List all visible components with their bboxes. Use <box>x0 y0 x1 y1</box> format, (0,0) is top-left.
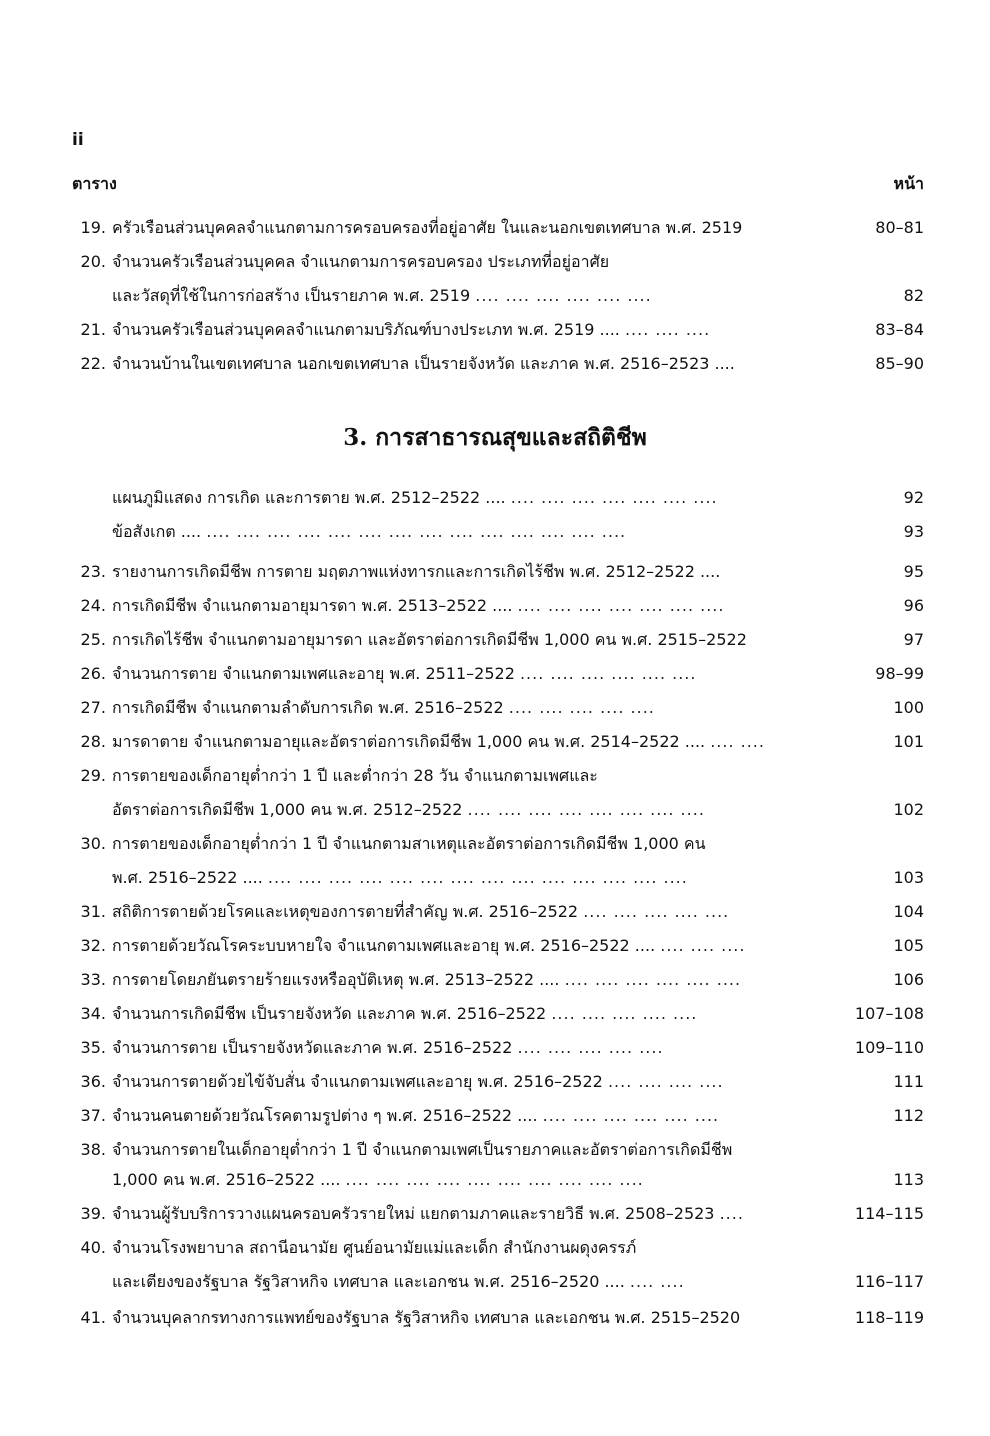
entry-number: 39. <box>80 1204 106 1223</box>
leader-dots: .... .... .... .... .... .... .... .... .... .... .... .... .... .... <box>267 868 688 887</box>
leader-dots: .... .... .... .... .... <box>517 1038 664 1057</box>
entry-title: การตายโดยภยันตรายร้ายแรงหรืออุบัติเหตุ พ.ศ. 2513–2522 .... .... .... .... .... .... .... <box>112 970 742 989</box>
entry-page: 96 <box>903 596 924 615</box>
entry-page: 97 <box>903 630 924 649</box>
entry-number: 37. <box>80 1106 106 1125</box>
entry-title: จำนวนครัวเรือนส่วนบุคคล จำแนกตามการครอบครอง ประเภทที่อยู่อาศัย <box>112 252 610 271</box>
entry-page: 112 <box>893 1106 924 1125</box>
entry-page: 82 <box>903 286 924 305</box>
entry-number: 19. <box>80 218 106 237</box>
entry-page: 103 <box>893 868 924 887</box>
entry-title: รายงานการเกิดมีชีพ การตาย มฤตภาพแห่งทารกและการเกิดไร้ชีพ พ.ศ. 2512–2522 .... <box>112 562 721 581</box>
entry-page: 93 <box>903 522 924 541</box>
toc-entry <box>72 516 924 548</box>
entry-title: การตายของเด็กอายุต่ำกว่า 1 ปี และต่ำกว่า 28 วัน จำแนกตามเพศและ <box>112 766 598 785</box>
section-title: 3. การสาธารณสุขและสถิติชีพ <box>343 424 647 451</box>
leader-dots: .... .... .... .... .... .... .... <box>510 488 718 507</box>
entry-number: 28. <box>80 732 106 751</box>
entry-number: 41. <box>80 1308 106 1327</box>
leader-dots: .... <box>719 1204 744 1223</box>
toc-entry <box>72 658 924 690</box>
leader-dots: .... .... <box>710 732 765 751</box>
page-column-header: หน้า <box>893 174 924 193</box>
leader-dots: .... .... <box>629 1272 685 1291</box>
toc-entry <box>72 726 924 758</box>
leader-dots: .... .... .... .... .... <box>551 1004 698 1023</box>
toc-entry <box>72 862 924 894</box>
leader-dots: .... .... .... .... <box>607 1072 724 1091</box>
entry-number: 38. <box>80 1140 106 1159</box>
entry-number: 32. <box>80 936 106 955</box>
entry-number: 31. <box>80 902 106 921</box>
entry-title: การเกิดไร้ชีพ จำแนกตามอายุมารดา และอัตราต่อการเกิดมีชีพ 1,000 คน พ.ศ. 2515–2522 <box>112 630 747 649</box>
entry-title: 1,000 คน พ.ศ. 2516–2522 .... .... .... .... .... .... .... .... .... .... .... <box>112 1170 644 1189</box>
entry-title: จำนวนบุคลากรทางการแพทย์ของรัฐบาล รัฐวิสาหกิจ เทศบาล และเอกชน พ.ศ. 2515–2520 <box>112 1308 741 1327</box>
toc-entry <box>72 1134 924 1166</box>
toc-entry <box>72 828 924 860</box>
entry-number: 40. <box>80 1238 106 1257</box>
toc-entry <box>72 1032 924 1064</box>
toc-entry <box>72 482 924 514</box>
toc-entry <box>72 1066 924 1098</box>
leader-dots: .... .... .... .... .... .... .... <box>517 596 725 615</box>
entry-page: 85–90 <box>875 354 924 373</box>
entry-title: และเตียงของรัฐบาล รัฐวิสาหกิจ เทศบาล และเอกชน พ.ศ. 2516–2520 .... .... .... <box>112 1272 685 1291</box>
entry-title: จำนวนบ้านในเขตเทศบาล นอกเขตเทศบาล เป็นรายจังหวัด และภาค พ.ศ. 2516–2523 .... <box>112 354 735 373</box>
entry-title: จำนวนโรงพยาบาล สถานีอนามัย ศูนย์อนามัยแม่และเด็ก สำนักงานผดุงครรภ์ <box>112 1238 637 1257</box>
leader-dots: .... .... .... <box>660 936 746 955</box>
page-number: ii <box>72 130 84 150</box>
entry-number: 27. <box>80 698 106 717</box>
entry-title: อัตราต่อการเกิดมีชีพ 1,000 คน พ.ศ. 2512–2522 .... .... .... .... .... .... .... .... <box>112 800 705 819</box>
toc-entry <box>72 212 924 244</box>
entry-title: การเกิดมีชีพ จำแนกตามอายุมารดา พ.ศ. 2513–2522 .... .... .... .... .... .... .... .... <box>112 596 725 615</box>
leader-dots: .... .... .... .... .... .... <box>519 664 697 683</box>
entry-title: จำนวนผู้รับบริการวางแผนครอบครัวรายใหม่ แยกตามภาคและรายวิธี พ.ศ. 2508–2523 .... <box>112 1204 744 1223</box>
toc-entry <box>72 896 924 928</box>
toc-entry <box>72 246 924 278</box>
table-column-header: ตาราง <box>72 174 117 193</box>
entry-title: ข้อสังเกต .... .... .... .... .... .... .... .... .... .... .... .... .... .... .... <box>112 522 627 541</box>
toc-entry <box>72 692 924 724</box>
toc-entry <box>72 930 924 962</box>
leader-dots: .... .... .... .... .... .... <box>564 970 742 989</box>
entry-title: จำนวนการตาย เป็นรายจังหวัดและภาค พ.ศ. 2516–2522 .... .... .... .... .... <box>112 1038 664 1057</box>
toc-entry <box>72 1198 924 1230</box>
leader-dots: .... .... .... .... .... .... .... .... <box>467 800 705 819</box>
entry-title: การเกิดมีชีพ จำแนกตามลำดับการเกิด พ.ศ. 2516–2522 .... .... .... .... .... <box>112 698 655 717</box>
entry-number: 36. <box>80 1072 106 1091</box>
entry-title: จำนวนการตายในเด็กอายุต่ำกว่า 1 ปี จำแนกตามเพศเป็นรายภาคและอัตราต่อการเกิดมีชีพ <box>112 1140 733 1159</box>
entry-title: ครัวเรือนส่วนบุคคลจำแนกตามการครอบครองที่อยู่อาศัย ในและนอกเขตเทศบาล พ.ศ. 2519 <box>112 218 743 237</box>
entry-page: 118–119 <box>854 1308 924 1327</box>
entry-number: 20. <box>80 252 106 271</box>
entry-page: 80–81 <box>875 218 924 237</box>
entry-title: มารดาตาย จำแนกตามอายุและอัตราต่อการเกิดมีชีพ 1,000 คน พ.ศ. 2514–2522 .... .... .... <box>112 732 765 751</box>
entry-title: การตายด้วยวัณโรคระบบหายใจ จำแนกตามเพศและอายุ พ.ศ. 2516–2522 .... .... .... .... <box>112 936 746 955</box>
entry-page: 101 <box>893 732 924 751</box>
entry-number: 29. <box>80 766 106 785</box>
leader-dots: .... .... .... .... .... .... .... .... .... .... .... .... .... .... <box>206 522 627 541</box>
toc-entry <box>72 624 924 656</box>
entry-title: จำนวนคนตายด้วยวัณโรคตามรูปต่าง ๆ พ.ศ. 2516–2522 .... .... .... .... .... .... .... <box>112 1106 720 1125</box>
column-headers <box>72 172 924 198</box>
entry-title: สถิติการตายด้วยโรคและเหตุของการตายที่สำคัญ พ.ศ. 2516–2522 .... .... .... .... .... <box>112 902 730 921</box>
entry-number: 24. <box>80 596 106 615</box>
toc-entry <box>72 348 924 380</box>
toc-entry <box>72 280 924 312</box>
entry-page: 113 <box>893 1170 924 1189</box>
entry-number: 33. <box>80 970 106 989</box>
entry-page: 92 <box>903 488 924 507</box>
toc-entry <box>72 1232 924 1264</box>
entry-title: จำนวนครัวเรือนส่วนบุคคลจำแนกตามบริภัณฑ์บางประเภท พ.ศ. 2519 .... .... .... .... <box>112 320 711 339</box>
toc-entry <box>72 590 924 622</box>
entry-page: 83–84 <box>875 320 924 339</box>
entry-number: 21. <box>80 320 106 339</box>
toc-entry <box>72 1164 924 1196</box>
toc-entry <box>72 1100 924 1132</box>
entry-number: 34. <box>80 1004 106 1023</box>
toc-entry <box>72 760 924 792</box>
entry-title: จำนวนการเกิดมีชีพ เป็นรายจังหวัด และภาค พ.ศ. 2516–2522 .... .... .... .... .... <box>112 1004 698 1023</box>
toc-entry <box>72 1266 924 1298</box>
entry-page: 98–99 <box>875 664 924 683</box>
toc-entry <box>72 1302 924 1334</box>
toc-entry <box>72 556 924 588</box>
entry-number: 25. <box>80 630 106 649</box>
entry-number: 22. <box>80 354 106 373</box>
entry-page: 102 <box>893 800 924 819</box>
entry-number: 35. <box>80 1038 106 1057</box>
entry-title: พ.ศ. 2516–2522 .... .... .... .... .... .... .... .... .... .... .... .... .... .... .... <box>112 868 688 887</box>
entry-number: 23. <box>80 562 106 581</box>
entry-title: และวัสดุที่ใช้ในการก่อสร้าง เป็นรายภาค พ.ศ. 2519 .... .... .... .... .... .... <box>112 286 652 305</box>
toc-entry <box>72 314 924 346</box>
leader-dots: .... .... .... .... .... .... <box>475 286 652 305</box>
leader-dots: .... .... .... .... .... .... .... .... .... .... <box>345 1170 644 1189</box>
entry-number: 30. <box>80 834 106 853</box>
entry-page: 114–115 <box>854 1204 924 1223</box>
leader-dots: .... .... .... <box>624 320 711 339</box>
entry-title: จำนวนการตาย จำแนกตามเพศและอายุ พ.ศ. 2511–2522 .... .... .... .... .... .... <box>112 664 697 683</box>
entry-page: 95 <box>903 562 924 581</box>
entry-page: 111 <box>893 1072 924 1091</box>
entry-page: 105 <box>893 936 924 955</box>
entry-page: 100 <box>893 698 924 717</box>
entry-page: 104 <box>893 902 924 921</box>
entry-page: 109–110 <box>854 1038 924 1057</box>
leader-dots: .... .... .... .... .... .... <box>542 1106 720 1125</box>
leader-dots: .... .... .... .... .... <box>583 902 730 921</box>
entry-title: จำนวนการตายด้วยไข้จับสั่น จำแนกตามเพศและอายุ พ.ศ. 2516–2522 .... .... .... .... <box>112 1072 724 1091</box>
toc-entry <box>72 794 924 826</box>
toc-entry <box>72 964 924 996</box>
entry-page: 116–117 <box>854 1272 924 1291</box>
entry-title: แผนภูมิแสดง การเกิด และการตาย พ.ศ. 2512–2522 .... .... .... .... .... .... .... .... <box>112 488 718 507</box>
entry-page: 106 <box>893 970 924 989</box>
entry-page: 107–108 <box>854 1004 924 1023</box>
entry-number: 26. <box>80 664 106 683</box>
toc-entry <box>72 998 924 1030</box>
entry-title: การตายของเด็กอายุต่ำกว่า 1 ปี จำแนกตามสาเหตุและอัตราต่อการเกิดมีชีพ 1,000 คน <box>112 834 706 853</box>
leader-dots: .... .... .... .... .... <box>508 698 655 717</box>
